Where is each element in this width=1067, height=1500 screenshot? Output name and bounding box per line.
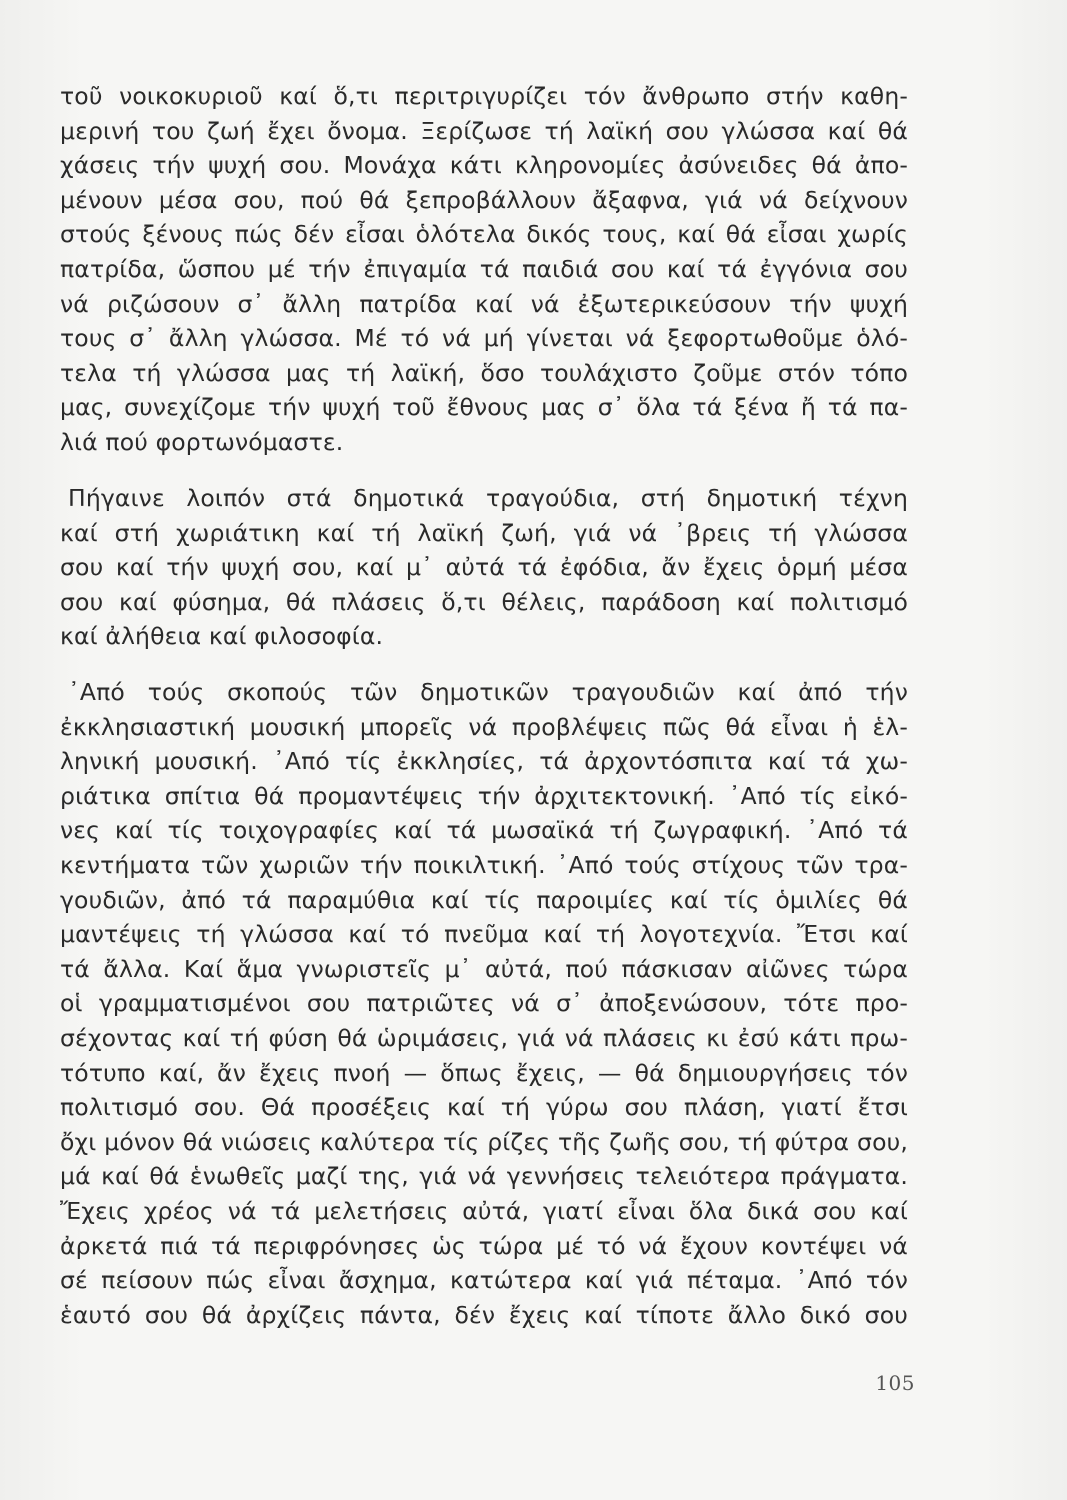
text-line: καί στή χωριάτικη καί τή λαϊκή ζωή, γιά νά ᾿βρεις τή γλώσσα xyxy=(60,518,908,547)
text-line: νες καί τίς τοιχογραφίες καί τά μωσαϊκά τή ζωγραφική. ᾿Από τά xyxy=(60,816,908,845)
text-line: πατρίδα, ὥσπου μέ τήν ἐπιγαμία τά παιδιά σου καί τά ἐγγόνια σου xyxy=(60,254,908,283)
text-line: νά ριζώσουν σ᾿ ἄλλη πατρίδα καί νά ἐξωτερικεύσουν τήν ψυχή xyxy=(60,289,908,318)
text-line: λιά πού φορτωνόμαστε. xyxy=(60,427,344,456)
text-line: σου καί φύσημα, θά πλάσεις ὅ,τι θέλεις, παράδοση καί πολιτισμό xyxy=(60,587,908,616)
text-line: σέ πείσουν πώς εἶναι ἄσχημα, κατώτερα καί γιά πέταμα. ᾿Από τόν xyxy=(60,1266,908,1295)
text-line: ριάτικα σπίτια θά προμαντέψεις τήν ἀρχιτεκτονική. ᾿Από τίς εἰκό- xyxy=(60,781,908,810)
text-line: γουδιῶν, ἀπό τά παραμύθια καί τίς παροιμίες καί τίς ὁμιλίες θά xyxy=(60,885,908,914)
text-line: Ἔχεις χρέος νά τά μελετήσεις αὐτά, γιατί εἶναι ὅλα δικά σου καί xyxy=(60,1196,908,1225)
text-line: Πήγαινε λοιπόν στά δημοτικά τραγούδια, στή δημοτική τέχνη xyxy=(68,484,908,512)
text-line: ὄχι μόνον θά νιώσεις καλύτερα τίς ρίζες τῆς ζωῆς σου, τή φύτρα σου, xyxy=(60,1127,908,1156)
text-line: τοῦ νοικοκυριοῦ καί ὅ,τι περιτριγυρίζει τόν ἄνθρωπο στήν καθη- xyxy=(60,82,908,110)
text-line: σέχοντας καί τή φύση θά ὡριμάσεις, γιά νά πλάσεις κι ἐσύ κάτι πρω- xyxy=(60,1023,908,1052)
text-line: χάσεις τήν ψυχή σου. Μονάχα κάτι κληρονομίες ἀσύνειδες θά ἀπο- xyxy=(60,151,908,180)
text-line: οἱ γραμματισμένοι σου πατριῶτες νά σ᾿ ἀποξενώσουν, τότε προ- xyxy=(60,989,908,1018)
text-line: τότυπο καί, ἄν ἔχεις πνοή — ὅπως ἔχεις, — θά δημιουργήσεις τόν xyxy=(60,1058,908,1087)
text-line: καί ἀλήθεια καί φιλοσοφία. xyxy=(60,622,384,651)
text-line: τά ἄλλα. Καί ἅμα γνωριστεῖς μ᾿ αὐτά, πού πάσκισαν αἰῶνες τώρα xyxy=(60,954,908,983)
text-line: πολιτισμό σου. Θά προσέξεις καί τή γύρω σου πλάση, γιατί ἔτσι xyxy=(60,1093,908,1122)
text-line: κεντήματα τῶν χωριῶν τήν ποικιλτική. ᾿Από τούς στίχους τῶν τρα- xyxy=(60,850,908,879)
text-line: ᾿Από τούς σκοπούς τῶν δημοτικῶν τραγουδιῶν καί ἀπό τήν xyxy=(68,678,908,706)
text-line: μας, συνεχίζομε τήν ψυχή τοῦ ἔθνους μας σ᾿ ὅλα τά ξένα ἤ τά πα- xyxy=(60,393,908,422)
text-line: ἀρκετά πιά τά περιφρόνησες ὡς τώρα μέ τό νά ἔχουν κοντέψει νά xyxy=(60,1231,908,1260)
text-line: μερινή του ζωή ἔχει ὄνομα. Ξερίζωσε τή λαϊκή σου γλώσσα καί θά xyxy=(60,116,908,145)
paragraph-1 xyxy=(60,79,908,460)
text-line: ἐκκλησιαστική μουσική μπορεῖς νά προβλέψεις πῶς θά εἶναι ἡ ἑλ- xyxy=(60,712,908,741)
text-line: ληνική μουσική. ᾿Από τίς ἐκκλησίες, τά ἀρχοντόσπιτα καί τά χω- xyxy=(60,747,908,776)
text-line: μά καί θά ἑνωθεῖς μαζί της, γιά νά γεννήσεις τελειότερα πράγματα. xyxy=(60,1162,908,1191)
text-line: σου καί τήν ψυχή σου, καί μ᾿ αὐτά τά ἐφόδια, ἄν ἔχεις ὁρμή μέσα xyxy=(60,553,908,582)
paragraph-3 xyxy=(60,675,908,1332)
text-line: μένουν μέσα σου, πού θά ξεπροβάλλουν ἄξαφνα, γιά νά δείχνουν xyxy=(60,185,908,214)
paragraph-2 xyxy=(60,481,908,654)
text-line: τελα τή γλώσσα μας τή λαϊκή, ὅσο τουλάχιστο ζοῦμε στόν τόπο xyxy=(60,358,908,387)
page-number: 105 xyxy=(875,1371,915,1395)
text-line: τους σ᾿ ἄλλη γλώσσα. Μέ τό νά μή γίνεται νά ξεφορτωθοῦμε ὁλό- xyxy=(60,324,908,353)
text-line: ἑαυτό σου θά ἀρχίζεις πάντα, δέν ἔχεις καί τίποτε ἄλλο δικό σου xyxy=(60,1300,908,1329)
text-line: μαντέψεις τή γλώσσα καί τό πνεῦμα καί τή λογοτεχνία. Ἔτσι καί xyxy=(60,920,908,949)
text-line: στούς ξένους πώς δέν εἶσαι ὁλότελα δικός τους, καί θά εἶσαι χωρίς xyxy=(60,220,908,249)
